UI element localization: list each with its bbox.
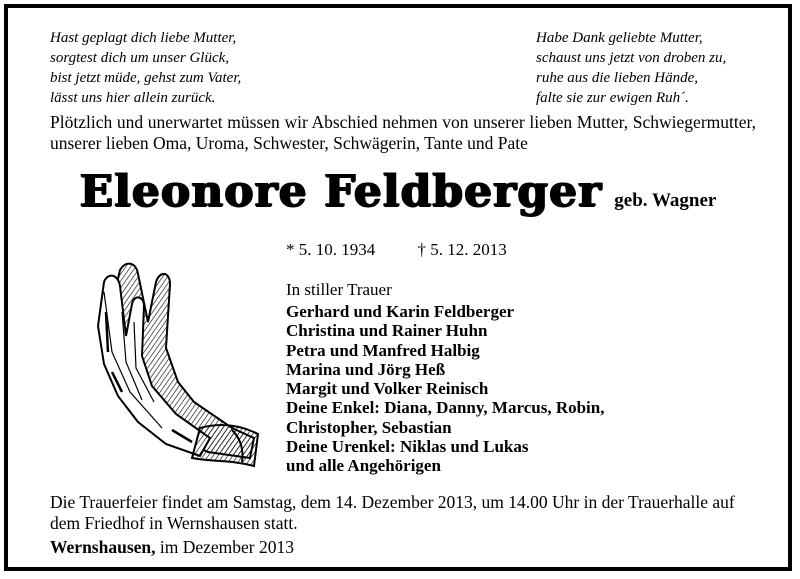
- obituary-card: [4, 4, 792, 571]
- mourners-list: [286, 302, 604, 476]
- mourning-label: In stiller Trauer: [286, 280, 392, 299]
- life-dates: [286, 240, 507, 260]
- mourner-line: und alle Angehörigen: [286, 456, 441, 476]
- poem-line: sorgtest dich um unser Glück,: [50, 50, 230, 66]
- mourner-line: Petra und Manfred Halbig: [286, 340, 480, 360]
- mourner-line: Gerhard und Karin Feldberger: [286, 302, 515, 321]
- closing-date: im Dezember 2013: [159, 537, 295, 557]
- death-date: † 5. 12. 2013: [417, 240, 507, 259]
- mourner-line: Christina und Rainer Huhn: [286, 321, 488, 341]
- poem-right: [536, 28, 726, 108]
- poem-line: falte sie zur ewigen Ruh´.: [536, 90, 689, 106]
- poem-left: [50, 28, 241, 108]
- maiden-name: geb. Wagner: [614, 190, 717, 211]
- poem-line: bist jetzt müde, gehst zum Vater,: [50, 70, 242, 86]
- birth-date: * 5. 10. 1934: [286, 240, 376, 259]
- mourner-line: Deine Urenkel: Niklas und Lukas: [286, 437, 529, 457]
- poem-line: Hast geplagt dich liebe Mutter,: [50, 30, 237, 46]
- funeral-service-text: Die Trauerfeier findet am Samstag, dem 14. Dezember 2013, um 14.00 Uhr in der Trauerhalle auf dem Friedhof in Wernshausen statt.: [50, 492, 735, 533]
- intro-text: Plötzlich und unerwartet müssen wir Abschied nehmen von unserer lieben Mutter, Schwiegermutter, unserer lieben Oma, Uroma, Schwester, Schwägerin, Tante und Pate: [50, 112, 756, 153]
- mourner-line: Christopher, Sebastian: [286, 417, 452, 437]
- closing-line: [50, 537, 294, 558]
- closing-place: Wernshausen,: [50, 537, 156, 557]
- mourner-line: Deine Enkel: Diana, Danny, Marcus, Robin,: [286, 398, 605, 418]
- poem-line: schaust uns jetzt von droben zu,: [536, 50, 727, 66]
- mourner-line: Margit und Volker Reinisch: [286, 379, 489, 399]
- praying-hands-icon: [82, 252, 262, 472]
- poem-line: lässt uns hier allein zurück.: [50, 90, 216, 106]
- poem-line: ruhe aus die lieben Hände,: [536, 70, 699, 86]
- mourner-line: Marina und Jörg Heß: [286, 359, 446, 379]
- deceased-name-row: [8, 164, 788, 220]
- poem-line: Habe Dank geliebte Mutter,: [536, 30, 703, 46]
- deceased-name: Eleonore Feldberger: [79, 166, 603, 217]
